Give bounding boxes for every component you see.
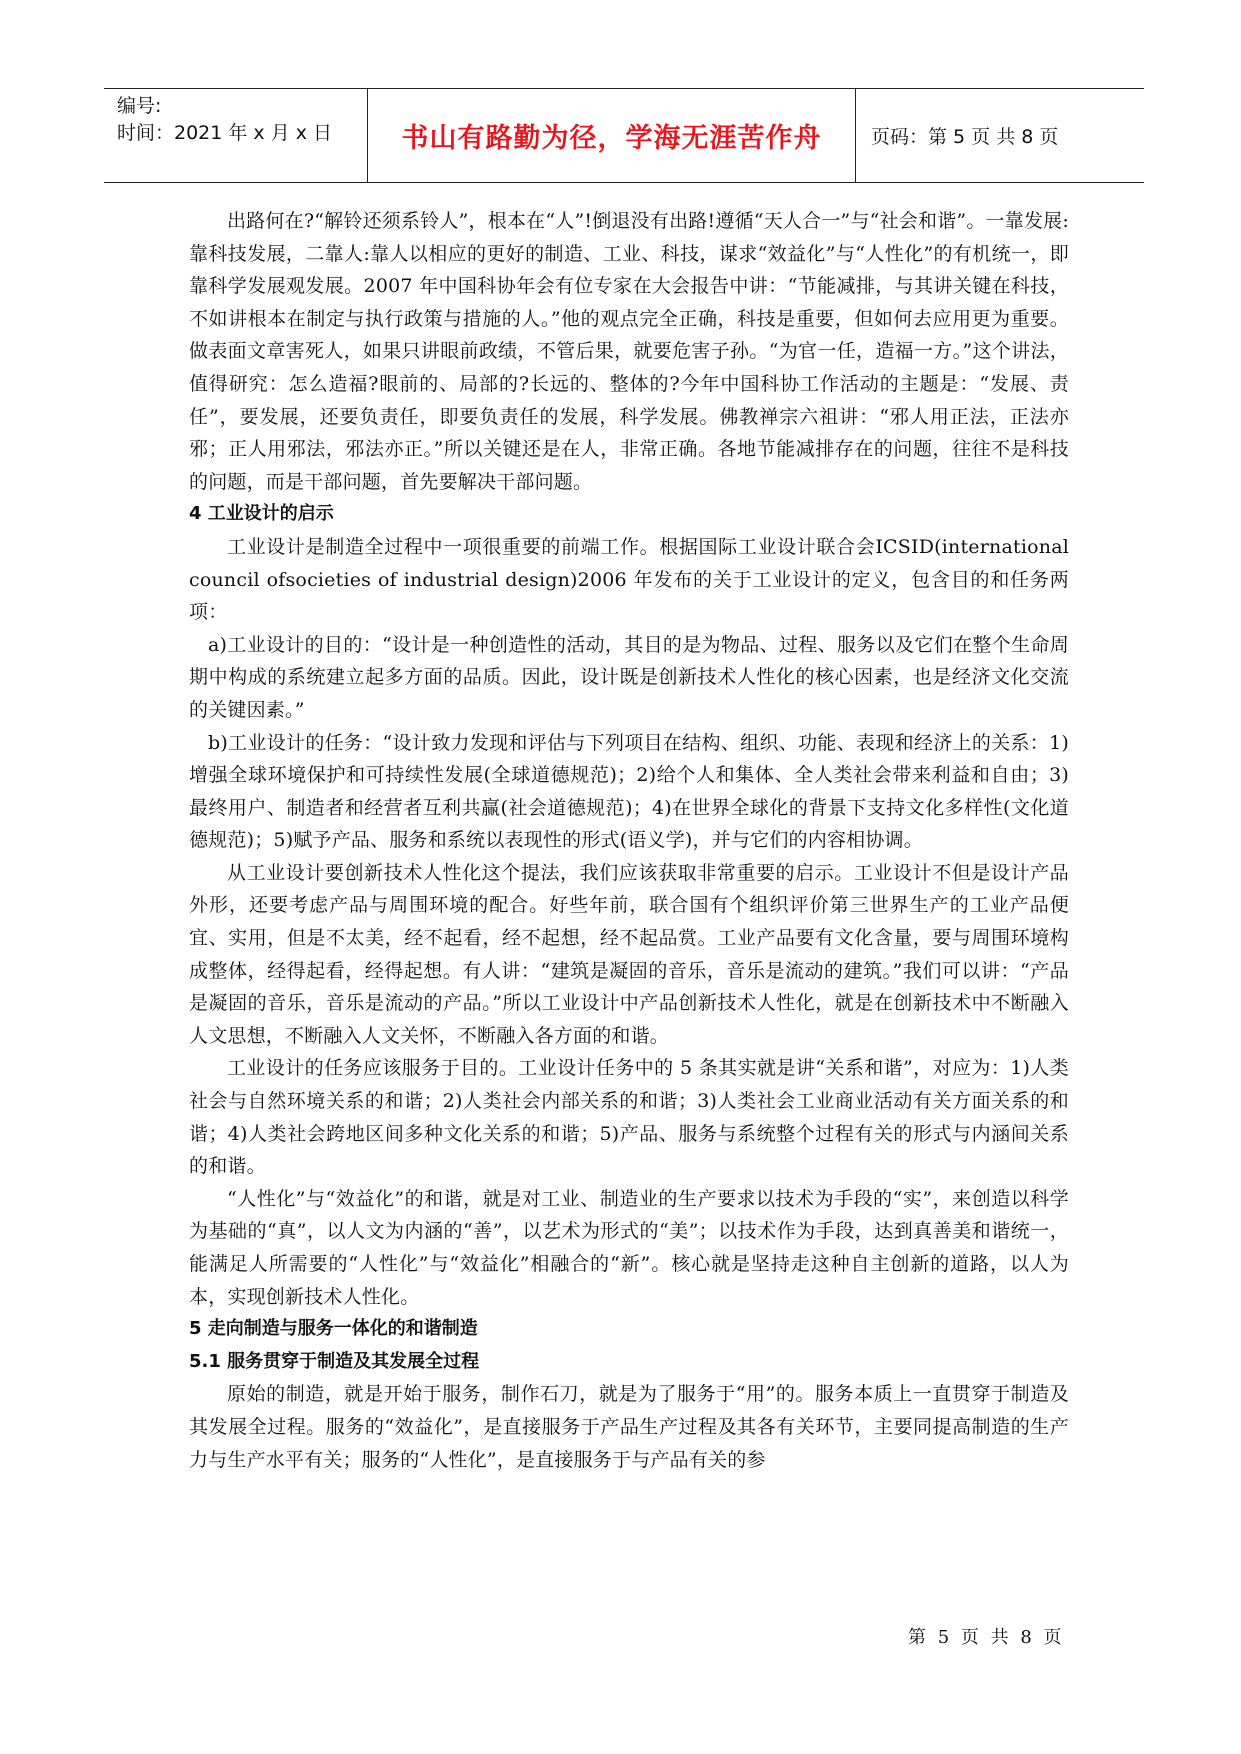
header-motto-cell	[367, 89, 856, 182]
section-heading-5: 5 走向制造与服务一体化的和谐制造	[189, 1318, 478, 1340]
document-number-label: 编号:	[117, 95, 162, 117]
paragraph: a)工业设计的目的：“设计是一种创造性的活动，其目的是为物品、过程、服务以及它们在整个生命周期中构成的系统建立起多方面的品质。因此，设计既是创新技术人性化的核心因素，也是经济文化交流的关键因素。”	[189, 633, 1069, 721]
document-body	[189, 205, 1069, 1476]
paragraph: 出路何在?“解铃还须系铃人”，根本在“人”!倒退没有出路!遵循“天人合一”与“社会和谐”。一靠发展:靠科技发展，二靠人:靠人以相应的更好的制造、工业、科技，谋求“效益化”与“人性化”的有机统一，即靠科学发展观发展。2007 年中国科协年会有位专家在大会报告中讲：“节能减排，与其讲关键在科技，不如讲根本在制定与执行政策与措施的人。”他的观点完全正确，科技是重要，但如何去应用更为重要。做表面文章害死人，如果只讲眼前政绩，不管后果，就要危害子孙。“为官一任，造福一方。”这个讲法，值得研究：怎么造福?眼前的、局部的?长远的、整体的?今年中国科协工作活动的主题是：“发展、责任”，要发展，还要负责任，即要负责任的发展，科学发展。佛教禅宗六祖讲：“邪人用正法，正法亦邪；正人用邪法，邪法亦正。”所以关键还是在人，非常正确。各地节能减排存在的问题，往往不是科技的问题，而是干部问题，首先要解决干部问题。	[189, 210, 1069, 493]
header-info	[117, 89, 367, 186]
document-time-label: 时间：2021 年 x 月 x 日	[117, 122, 333, 144]
paragraph: 工业设计是制造全过程中一项很重要的前端工作。根据国际工业设计联合会ICSID(international council ofsocieties of industrial design)2006 年发布的关于工业设计的定义，包含目的和任务两项：	[189, 535, 1069, 624]
section-heading-4: 4 工业设计的启示	[189, 503, 334, 525]
paragraph: 从工业设计要创新技术人性化这个提法，我们应该获取非常重要的启示。工业设计不但是设计产品外形，还要考虑产品与周围环境的配合。好些年前，联合国有个组织评价第三世界生产的工业产品便宜、实用，但是不太美，经不起看，经不起想，经不起品赏。工业产品要有文化含量，要与周围环境构成整体，经得起看，经得起想。有人讲：“建筑是凝固的音乐，音乐是流动的建筑。”我们可以讲：“产品是凝固的音乐，音乐是流动的产品。”所以工业设计中产品创新技术人性化，就是在创新技术中不断融入人文思想，不断融入人文关怀，不断融入各方面的和谐。	[189, 861, 1069, 1047]
page-header	[104, 88, 1144, 183]
paragraph: 工业设计的任务应该服务于目的。工业设计任务中的 5 条其实就是讲“关系和谐”，对应为：1)人类社会与自然环境关系的和谐；2)人类社会内部关系的和谐；3)人类社会工业商业活动有关方面关系的和谐；4)人类社会跨地区间多种文化关系的和谐；5)产品、服务与系统整个过程有关的形式与内涵间关系的和谐。	[189, 1057, 1069, 1178]
header-motto: 书山有路勤为径，学海无涯苦作舟	[401, 123, 822, 154]
header-page-info: 页码：第 5 页 共 8 页	[871, 126, 1059, 148]
subsection-heading-5-1: 5.1 服务贯穿于制造及其发展全过程	[189, 1350, 480, 1372]
paragraph: b)工业设计的任务：“设计致力发现和评估与下列项目在结构、组织、功能、表现和经济上的关系：1)增强全球环境保护和可持续性发展(全球道德规范)；2)给个人和集体、全人类社会带来利益和自由；3)最终用户、制造者和经营者互利共赢(社会道德规范)；4)在世界全球化的背景下支持文化多样性(文化道德规范)；5)赋予产品、服务和系统以表现性的形式(语义学)，并与它们的内容相协调。	[189, 731, 1069, 852]
paragraph: “人性化”与“效益化”的和谐，就是对工业、制造业的生产要求以技术为手段的“实”，来创造以科学为基础的“真”，以人文为内涵的“善”，以艺术为形式的“美”；以技术作为手段，达到真善美和谐统一，能满足人所需要的“人性化”与“效益化”相融合的“新”。核心就是坚持走这种自主创新的道路，以人为本，实现创新技术人性化。	[189, 1187, 1069, 1308]
page-footer-number: 第 5 页 共 8 页	[908, 1627, 1065, 1648]
paragraph: 原始的制造，就是开始于服务，制作石刀，就是为了服务于“用”的。服务本质上一直贯穿于制造及其发展全过程。服务的“效益化”，是直接服务于产品生产过程及其各有关环节，主要同提高制造的生产力与生产水平有关；服务的“人性化”，是直接服务于与产品有关的参	[189, 1383, 1069, 1471]
